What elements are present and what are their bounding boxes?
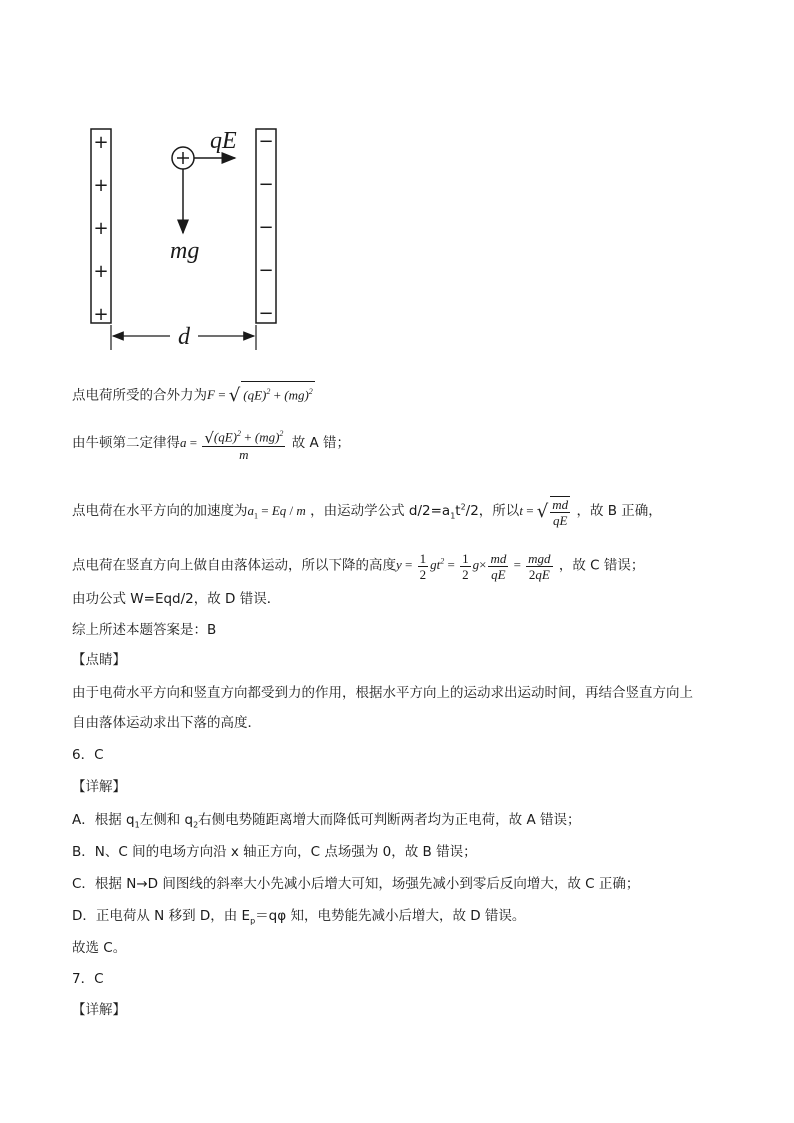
plus-sign: + [93, 261, 109, 282]
plus-sign: + [93, 304, 109, 325]
horizontal-acceleration-line: 点电荷在水平方向的加速度为$a_1 = Eq / m$ ，由运动学公式 $d/2=a_1t^2/2$，所以t = √ $\frac{md}{qE}$ ，故 B 正确， [72, 497, 662, 528]
option-c-explanation: C．根据 N→D 间图线的斜率大小先减小后增大可知，场强先减小到零后反向增大，故 C 正确； [72, 876, 640, 892]
work-line: 由功公式 W=Eqd/2，故 D 错误． [72, 591, 281, 607]
plus-sign: + [93, 175, 109, 196]
vertical-fall-line: 点电荷在竖直方向上做自由落体运动，所以下降的高度y = $\frac{1}{2}$ $gt^2$ = $\frac{1}{2}$ g× $\frac{md}{qE}$ = $\frac{\text{mgd}}{2qE}$ ，故 C 错误； [72, 551, 645, 582]
capacitor-figure [80, 120, 300, 360]
capacitor-diagram [80, 120, 300, 360]
option-d-explanation: D．正电荷从 N 移到 D，由 $E_p=q\varphi$ 知，电势能先减小后增大，故 D 错误。 [72, 908, 526, 926]
force-label-qe: qE [210, 128, 237, 154]
question-7-answer: 7．C [72, 971, 104, 987]
plus-sign: + [93, 132, 109, 153]
answer-summary: 综上所述本题答案是：B [72, 622, 217, 638]
distance-label: d [178, 324, 190, 350]
newton-law-line: 由牛顿第二定律得a = $\frac{√(qE)^2 + (mg)^2}{m}$ 故 A 错； [72, 426, 350, 462]
minus-sign: − [258, 174, 274, 195]
net-force-line: 点电荷所受的合外力为F = √ (qE)$^2$ + (mg)$^2$ [72, 381, 315, 406]
plus-sign: + [93, 218, 109, 239]
fall-height-formula: y = $\frac{1}{2}$ $gt^2$ = $\frac{1}{2}$ g× $\frac{md}{qE}$ = $\frac{\text{mgd}}{2qE}$ [396, 551, 551, 582]
option-b-explanation: B．N、C 间的电场方向沿 x 轴正方向，C 点场强为 0，故 B 错误； [72, 844, 477, 860]
minus-sign: − [258, 260, 274, 281]
minus-sign: − [258, 217, 274, 238]
force-label-mg: mg [170, 238, 200, 264]
detail-heading-6: 【详解】 [72, 779, 126, 795]
net-force-formula: F = √ (qE)$^2$ + (mg)$^2$ [207, 387, 315, 402]
comment-heading: 【点睛】 [72, 652, 126, 668]
question-6-answer: 6．C [72, 747, 104, 763]
comment-text-2: 自由落体运动求出下落的高度． [72, 715, 261, 731]
minus-sign: − [258, 131, 274, 152]
detail-heading-7: 【详解】 [72, 1002, 126, 1018]
comment-text-1: 由于电荷水平方向和竖直方向都受到力的作用，根据水平方向上的运动求出运动时间，再结合竖直方向上 [72, 685, 693, 701]
option-a-explanation: A．根据 $q_1$左侧和 $q_2$右侧电势随距离增大而降低可判断两者均为正电荷，故 A 错误； [72, 812, 581, 830]
acceleration-formula: a = $\frac{√(qE)^2 + (mg)^2}{m}$ [180, 435, 287, 450]
time-formula: t = √ $\frac{md}{qE}$ [519, 497, 569, 528]
minus-sign: − [258, 303, 274, 324]
choice-summary: 故选 C。 [72, 940, 127, 956]
horizontal-acceleration-formula: $a_1 = Eq / m$ [247, 502, 306, 521]
